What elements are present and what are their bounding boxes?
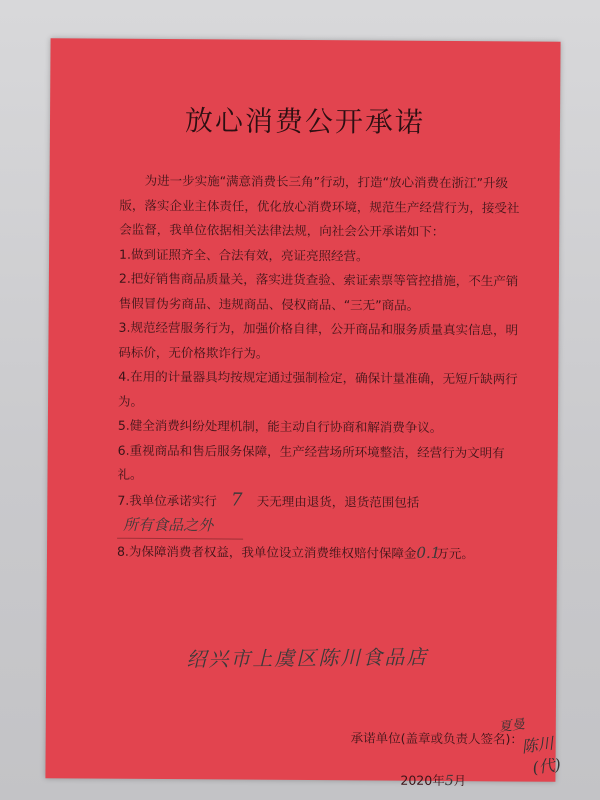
commitment-document [45, 38, 563, 790]
commitment-item-8 [117, 538, 517, 566]
handwritten-signature [498, 710, 563, 783]
commitment-item-4: 4.在用的计量器具均按规定通过强制检定，确保计量准确，无短斤缺两行为。 [118, 368, 518, 409]
commitment-item-2: 2.把好销售商品质量关，落实进货查验、索证索票等管控措施，不生产销售假冒伪劣商品、违规商品、侵权商品、“三无”商品。 [118, 270, 519, 313]
handwritten-month: 5 [444, 772, 454, 790]
commitment-item-3: 3.规范经营服务行为，加强价格自律，公开商品和服务质量真实信息，明码标价，无价格欺诈行为。 [118, 319, 519, 361]
intro-paragraph: 为进一步实施“满意消费长三角”行动，打造“放心消费在浙江”升级版，落实企业主体责任，优化放心消费环境，规范生产经营行为，接受社会监督，我单位依据相关法律法规，向社会公开承诺如下： [119, 172, 520, 239]
handwritten-store-name: 绍兴市上虞区陈川食品店 [186, 644, 429, 672]
commitment-item-5: 5.健全消费纠纷处理机制，能主动自行协商和解消费争议。 [117, 417, 443, 435]
signer-label: 承诺单位(盖章或负责人签名)： [350, 730, 524, 747]
commitment-item-6: 6.重视商品和售后服务保障，生产经营场所环境整洁，经营行为文明有礼。 [117, 442, 505, 482]
commitment-item-7 [117, 487, 517, 541]
date-year: 2020年 [400, 772, 445, 788]
handwritten-amount: 0.1 [416, 543, 441, 562]
item7-suffix: 天无理由退货，退货范围包括 [256, 493, 420, 510]
signature-line-3: (代) [531, 754, 563, 778]
document-title: 放心消费公开承诺 [184, 104, 426, 139]
commitment-item-1: 1.做到证照齐全、合法有效，亮证亮照经营。 [119, 246, 369, 263]
handwritten-return-scope: 所有食品之外 [117, 513, 243, 539]
item8-suffix: 万元。 [436, 545, 475, 561]
document-date [400, 771, 466, 789]
signature-line-2: 陈川 [520, 733, 555, 757]
handwritten-days: 7 [231, 489, 243, 511]
item8-prefix: 8.为保障消费者权益，我单位设立消费维权赔付保障金 [116, 543, 417, 561]
item7-prefix: 7.我单位承诺实行 [117, 492, 217, 508]
date-month-suffix: 月 [453, 773, 467, 789]
signature-line-1: 夏曼 [497, 717, 526, 736]
document-body [117, 169, 520, 567]
